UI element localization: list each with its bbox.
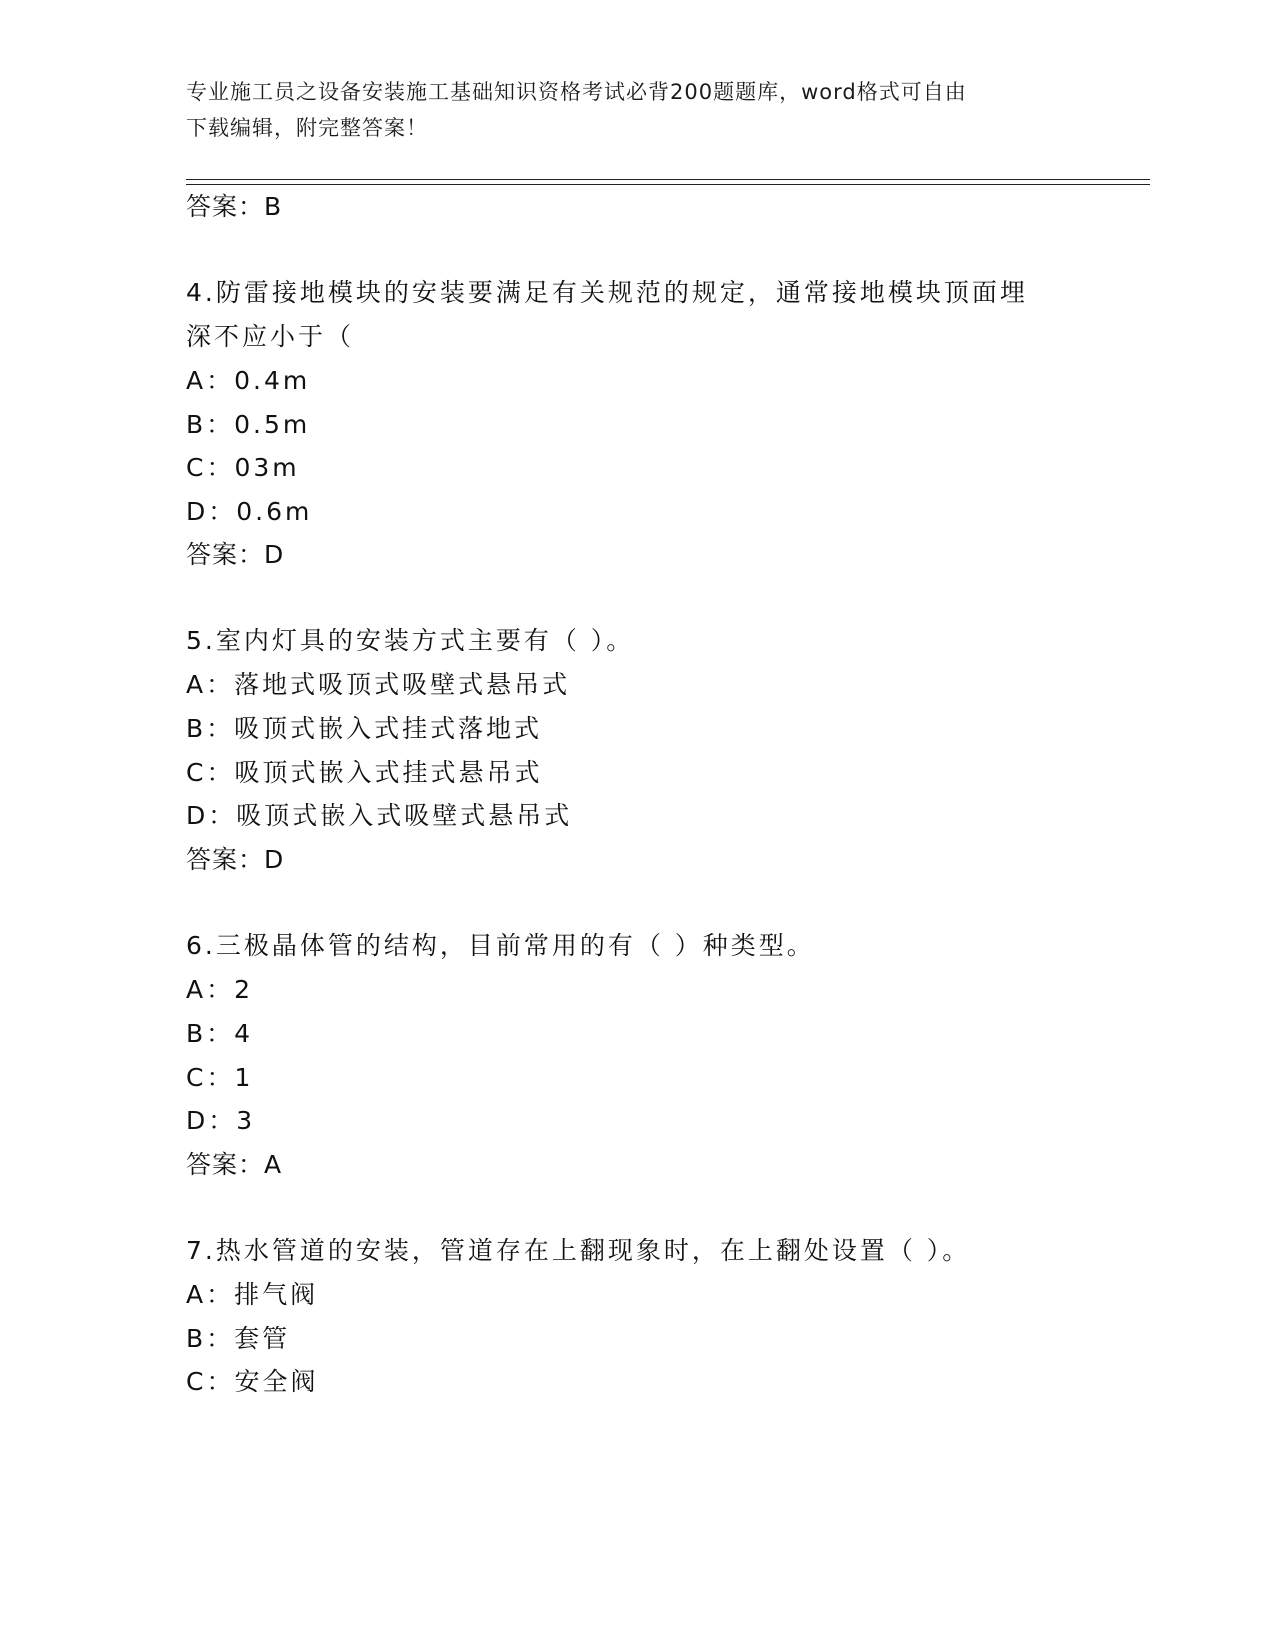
question-7-option-a: A：排气阀 (186, 1280, 319, 1309)
question-7-option-b: B：套管 (186, 1324, 291, 1353)
question-5-option-a: A：落地式吸顶式吸壁式悬吊式 (186, 670, 571, 699)
question-4-option-b: B：0.5m (186, 410, 311, 439)
question-6-option-a: A：2 (186, 975, 254, 1004)
header-line-2: 下载编辑，附完整答案！ (186, 116, 428, 140)
question-4-answer: 答案：D (186, 540, 285, 569)
question-5-stem: 5.室内灯具的安装方式主要有（ ）。 (186, 626, 635, 655)
question-5-option-b: B：吸顶式嵌入式挂式落地式 (186, 714, 543, 743)
question-4-stem-line-2: 深不应小于（ (186, 322, 355, 351)
question-4-option-c: C：03m (186, 453, 300, 482)
question-4-option-a: A：0.4m (186, 366, 311, 395)
question-6-answer: 答案：A (186, 1150, 283, 1179)
question-5-answer: 答案：D (186, 845, 285, 874)
question-7-stem: 7.热水管道的安装，管道存在上翻现象时，在上翻处设置（ ）。 (186, 1236, 971, 1265)
previous-answer: 答案：B (186, 192, 283, 221)
question-6-option-d: D：3 (186, 1106, 256, 1135)
question-5-option-c: C：吸顶式嵌入式挂式悬吊式 (186, 758, 543, 787)
question-6-option-b: B：4 (186, 1019, 254, 1048)
header-line-1: 专业施工员之设备安装施工基础知识资格考试必背200题题库，word格式可自由 (186, 80, 967, 104)
header-divider-bottom (186, 184, 1150, 185)
header-divider-top (186, 179, 1150, 180)
document-header (186, 74, 1086, 146)
question-4-stem-line-1: 4.防雷接地模块的安装要满足有关规范的规定，通常接地模块顶面埋 (186, 278, 1028, 307)
question-4-option-d: D：0.6m (186, 497, 313, 526)
question-7-option-c: C：安全阀 (186, 1367, 319, 1396)
question-6-option-c: C：1 (186, 1063, 254, 1092)
question-5-option-d: D：吸顶式嵌入式吸壁式悬吊式 (186, 801, 573, 830)
question-6-stem: 6.三极晶体管的结构，目前常用的有（ ）种类型。 (186, 931, 815, 960)
